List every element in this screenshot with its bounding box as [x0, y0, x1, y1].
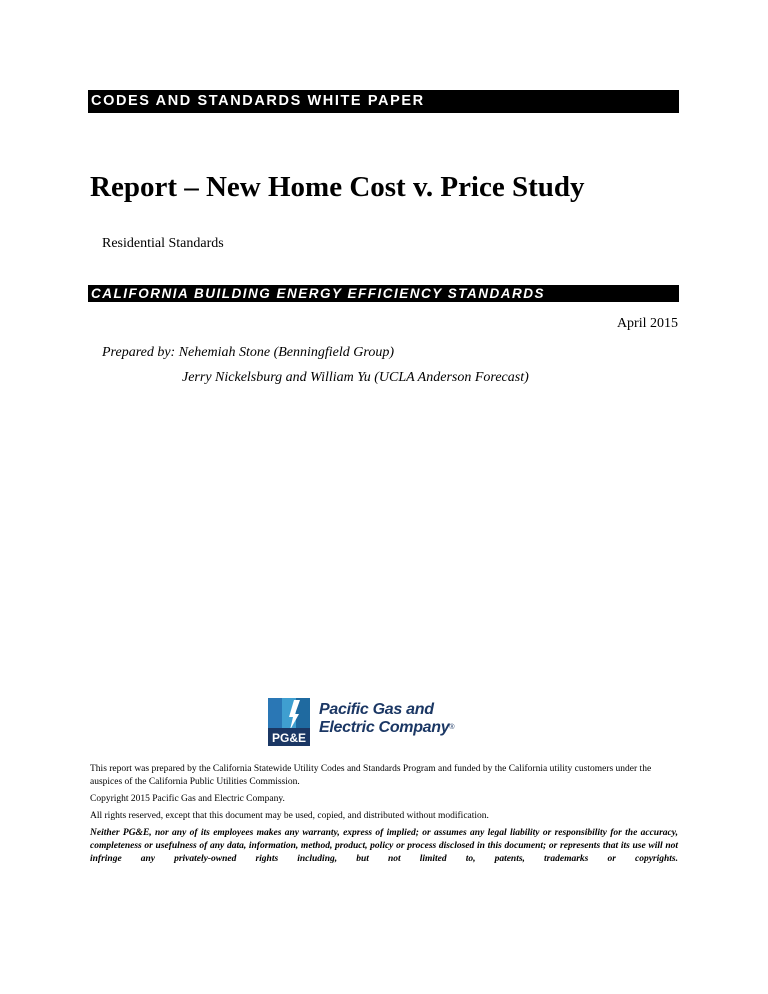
report-subtitle: Residential Standards — [102, 236, 224, 251]
report-title: Report – New Home Cost v. Price Study — [90, 171, 585, 203]
logo-line-1: Pacific Gas and — [319, 701, 434, 718]
registered-mark: ® — [449, 724, 455, 731]
pge-logo-text — [319, 701, 454, 737]
funding-statement: This report was prepared by the California Statewide Utility Codes and Standards Program and funded by the California utility customers under the auspices of the California Public Utilities Commission. — [90, 764, 652, 787]
prepared-by: Prepared by: Nehemiah Stone (Benningfield Group) — [102, 345, 394, 360]
rights-statement: All rights reserved, except that this document may be used, copied, and distributed without modification. — [90, 811, 489, 821]
prepared-by-secondary: Jerry Nickelsburg and William Yu (UCLA Anderson Forecast) — [182, 370, 529, 385]
report-date: April 2015 — [616, 316, 678, 331]
copyright-statement: Copyright 2015 Pacific Gas and Electric Company. — [90, 794, 285, 804]
pge-logo — [268, 698, 468, 748]
program-banner: CALIFORNIA BUILDING ENERGY EFFICIENCY STANDARDS — [88, 285, 679, 302]
disclaimer-statement: Neither PG&E, nor any of its employees makes any warranty, express of implied; or assumes any legal liability or responsibility for the accuracy, completeness or usefulness of any data, information, method, product, policy or process disclosed in this document; or represents that its use will not infringe any privately-owned rights including, but not limited to, patents, trademarks or copyrights. — [90, 828, 678, 864]
logo-line-2: Electric Company® — [319, 719, 455, 736]
white-paper-banner: CODES AND STANDARDS WHITE PAPER — [88, 90, 679, 113]
pge-logo-mark-icon — [268, 698, 310, 746]
pge-mark-text: PG&E — [271, 731, 307, 745]
legal-footer — [90, 763, 678, 866]
